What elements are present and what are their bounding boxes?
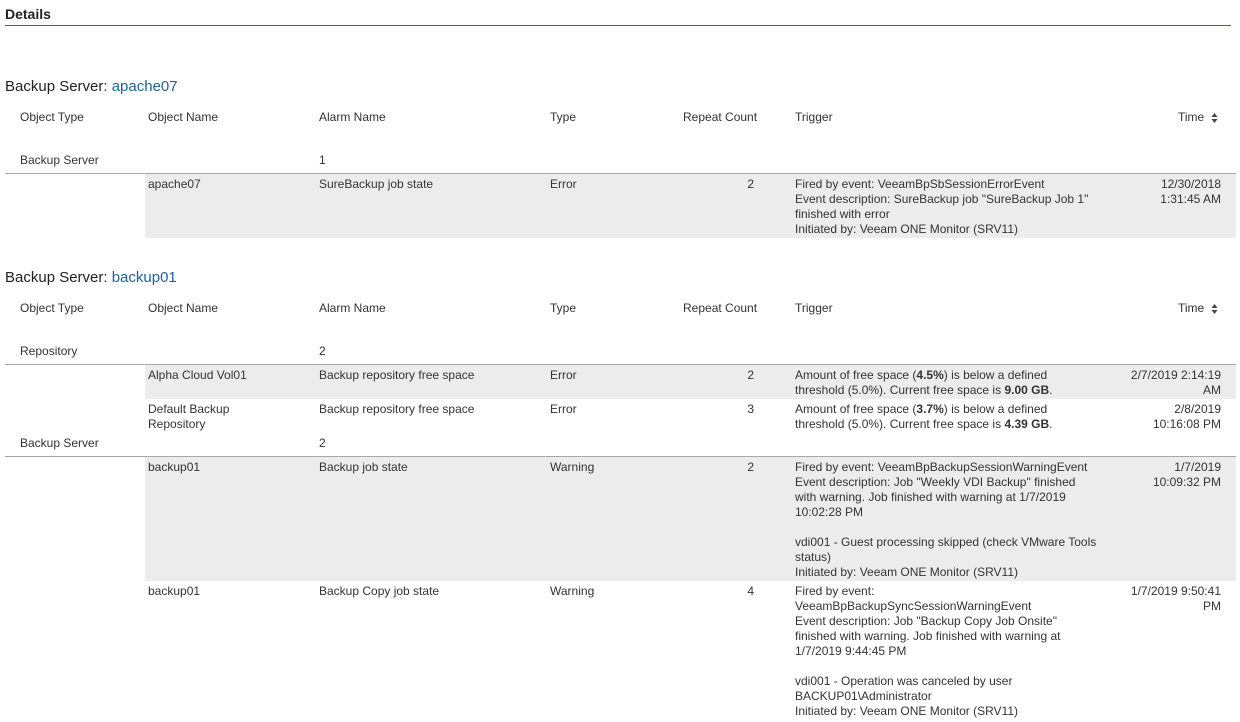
- column-header-repeat-count[interactable]: Repeat Count: [683, 301, 758, 315]
- trigger-line: threshold (5.0%). Current free space is 4.39 GB.: [795, 417, 1053, 431]
- cell-trigger: [795, 460, 1096, 580]
- time-line: PM: [1203, 599, 1221, 613]
- cell-type: Error: [550, 177, 577, 191]
- cell-type: Error: [550, 368, 577, 382]
- cell-trigger: [795, 368, 1052, 398]
- trigger-line: Fired by event: VeeamBpBackupSessionWarningEvent: [795, 460, 1088, 474]
- cell-alarm-name: Backup repository free space: [319, 402, 475, 416]
- column-header-time[interactable]: [1178, 301, 1218, 315]
- trigger-line: Event description: Job "Weekly VDI Backup" finished: [795, 475, 1076, 489]
- cell-repeat-count: 3: [747, 402, 754, 416]
- column-header-alarm-name[interactable]: Alarm Name: [319, 301, 386, 315]
- cell-repeat-count: 2: [747, 460, 754, 474]
- time-line: 1/7/2019: [1174, 460, 1221, 474]
- trigger-line: Initiated by: Veeam ONE Monitor (SRV11): [795, 222, 1018, 236]
- trigger-line: Amount of free space (3.7%) is below a defined: [795, 402, 1048, 416]
- column-header-object-type[interactable]: Object Type: [20, 110, 84, 124]
- column-header-type[interactable]: Type: [550, 301, 577, 315]
- column-header-object-name[interactable]: Object Name: [148, 301, 219, 315]
- cell-trigger: [795, 177, 1088, 237]
- column-header-trigger[interactable]: Trigger: [795, 110, 833, 124]
- column-header-time-label: Time: [1178, 301, 1205, 315]
- trigger-line: with warning. Job finished with warning at 1/7/2019: [795, 490, 1066, 504]
- cell-object-name: [148, 402, 229, 432]
- trigger-line: Fired by event:: [795, 584, 875, 598]
- time-line: 2/7/2019 2:14:19: [1130, 368, 1221, 382]
- group-count: 2: [319, 436, 326, 450]
- object-name-line: Repository: [148, 417, 206, 431]
- column-header-trigger[interactable]: Trigger: [795, 301, 833, 315]
- cell-time: [1100, 584, 1221, 614]
- cell-alarm-name: SureBackup job state: [319, 177, 434, 191]
- cell-repeat-count: 2: [747, 177, 754, 191]
- cell-object-name: backup01: [148, 460, 201, 474]
- title-divider: [5, 25, 1231, 26]
- time-line: AM: [1203, 383, 1221, 397]
- trigger-line: Initiated by: Veeam ONE Monitor (SRV11): [795, 565, 1018, 579]
- sort-icon[interactable]: [1211, 112, 1218, 124]
- cell-time: [1100, 177, 1221, 207]
- column-header-object-type[interactable]: Object Type: [20, 301, 84, 315]
- cell-time: [1100, 460, 1221, 490]
- section-label: Backup Server:: [5, 78, 112, 95]
- trigger-line: [795, 659, 1060, 674]
- trigger-line: threshold (5.0%). Current free space is 9.00 GB.: [795, 383, 1053, 397]
- time-line: 1:31:45 AM: [1160, 192, 1221, 206]
- object-name-line: Default Backup: [148, 402, 230, 416]
- column-header-alarm-name[interactable]: Alarm Name: [319, 110, 386, 124]
- trigger-line: finished with error: [795, 207, 890, 221]
- trigger-line: Event description: SureBackup job "SureBackup Job 1": [795, 192, 1089, 206]
- trigger-line: vdi001 - Guest processing skipped (check VMware Tools: [795, 535, 1097, 549]
- time-line: 2/8/2019: [1174, 402, 1221, 416]
- cell-object-name: backup01: [148, 584, 201, 598]
- trigger-line: VeeamBpBackupSyncSessionWarningEvent: [795, 599, 1032, 613]
- page-title: Details: [5, 6, 51, 22]
- trigger-line: finished with warning. Job finished with warning at: [795, 629, 1061, 643]
- trigger-line: 1/7/2019 9:44:45 PM: [795, 644, 907, 658]
- cell-type: Warning: [550, 584, 595, 598]
- trigger-line: Amount of free space (4.5%) is below a defined: [795, 368, 1048, 382]
- server-link-apache07[interactable]: apache07: [111, 78, 178, 95]
- section-title-apache07: [5, 78, 178, 95]
- cell-alarm-name: Backup job state: [319, 460, 408, 474]
- trigger-line: Fired by event: VeeamBpSbSessionErrorEvent: [795, 177, 1045, 191]
- cell-alarm-name: Backup repository free space: [319, 368, 475, 382]
- column-header-object-name[interactable]: Object Name: [148, 110, 219, 124]
- sort-icon[interactable]: [1211, 303, 1218, 315]
- time-line: 10:16:08 PM: [1152, 417, 1221, 431]
- section-label: Backup Server:: [5, 269, 112, 286]
- cell-time: [1100, 368, 1221, 398]
- time-line: 1/7/2019 9:50:41: [1130, 584, 1221, 598]
- cell-trigger: [795, 584, 1060, 719]
- group-object-type: Repository: [20, 344, 78, 358]
- section-title-backup01: [5, 269, 177, 286]
- cell-repeat-count: 4: [747, 584, 754, 598]
- cell-trigger: [795, 402, 1052, 432]
- cell-object-name: apache07: [148, 177, 201, 191]
- trigger-line: Event description: Job "Backup Copy Job Onsite": [795, 614, 1057, 628]
- cell-time: [1100, 402, 1221, 432]
- cell-type: Error: [550, 402, 577, 416]
- trigger-line: Initiated by: Veeam ONE Monitor (SRV11): [795, 704, 1018, 718]
- cell-type: Warning: [550, 460, 595, 474]
- column-header-time[interactable]: [1178, 110, 1218, 124]
- cell-object-name: Alpha Cloud Vol01: [148, 368, 247, 382]
- cell-alarm-name: Backup Copy job state: [319, 584, 440, 598]
- trigger-line: [795, 520, 1096, 535]
- time-line: 10:09:32 PM: [1152, 475, 1221, 489]
- trigger-line: vdi001 - Operation was canceled by user: [795, 674, 1013, 688]
- time-line: 12/30/2018: [1160, 177, 1221, 191]
- trigger-line: 10:02:28 PM: [795, 505, 864, 519]
- group-object-type: Backup Server: [20, 436, 99, 450]
- column-header-time-label: Time: [1178, 110, 1205, 124]
- trigger-line: BACKUP01\Administrator: [795, 689, 932, 703]
- group-count: 2: [319, 344, 326, 358]
- column-header-type[interactable]: Type: [550, 110, 577, 124]
- cell-repeat-count: 2: [747, 368, 754, 382]
- group-object-type: Backup Server: [20, 153, 99, 167]
- trigger-line: status): [795, 550, 832, 564]
- group-count: 1: [319, 153, 326, 167]
- server-link-backup01[interactable]: backup01: [111, 269, 177, 286]
- column-header-repeat-count[interactable]: Repeat Count: [683, 110, 758, 124]
